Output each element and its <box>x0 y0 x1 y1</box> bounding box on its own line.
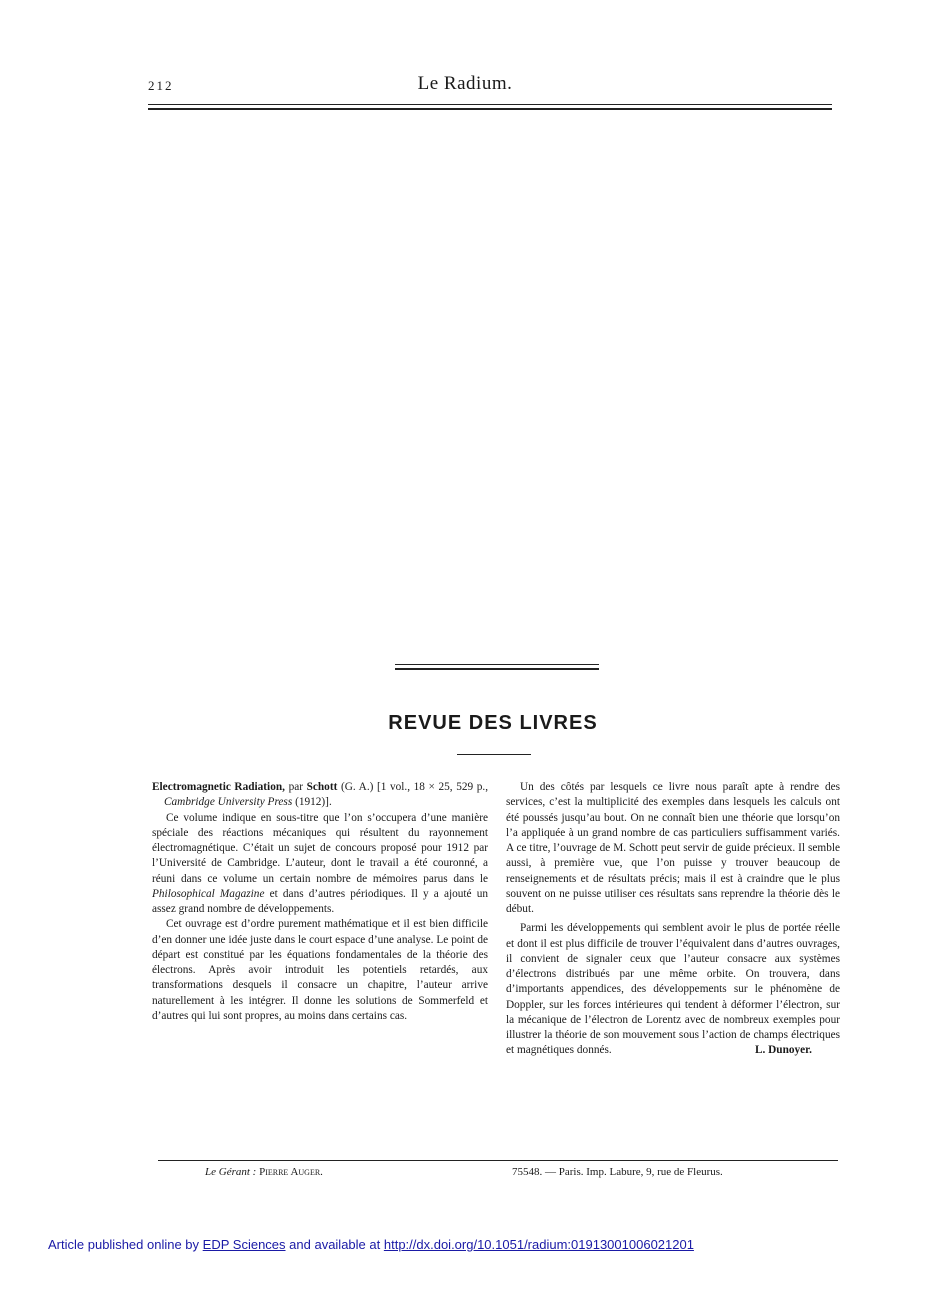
title-underline <box>457 754 531 755</box>
section-divider-thin <box>395 664 599 665</box>
right-paragraph-1: Un des côtés par lesquels ce livre nous paraît apte à rendre des services, c’est la multiplicité des exemples dans lesquels les calculs ont été poussés jusqu’au bout. On ne connaît bien une théorie que lorsqu’on l’a appliquée à un grand nombre de cas particuliers suffisamment variés. A ce titre, l’ouvrage de M. Schott peut servir de guide précieux. Il semble aussi, à première vue, que l’on puisse y trouver beaucoup de renseignements et de résultats précis; mais il est à craindre que le plus souvent on ne puisse utiliser ces résultats sans reprendre la théorie dès le début. <box>506 781 840 915</box>
section-divider-thick <box>395 668 599 670</box>
author-initials: (G. A.) <box>340 781 374 793</box>
right-column <box>506 780 840 1059</box>
left-column <box>152 780 488 1024</box>
banner-middle: and available at <box>289 1237 381 1252</box>
magazine-name: Philosophical Magazine <box>152 887 265 900</box>
right-paragraph-2 <box>506 921 840 1058</box>
header-rule-thin <box>148 104 832 105</box>
right-paragraph-2-text: Parmi les développements qui semblent avoir le plus de portée réelle et dont il est plus difficile de trouver l’équivalent dans d’autres ouvrages, il convient de signaler ceux que l’auteur consacre aux systèmes d’électrons distribués par une même orbite. On trouvera, dans d’importants appendices, des développements sur le phénomène de Doppler, sur les forces intérieures qui tendent à déformer l’électron, sur la mécanique de l’électron de Lorentz avec de nombreux exemples pour illustrer la théorie de son mouvement sous l’action de champs électriques et magnétiques donnés. <box>506 922 840 1057</box>
book-details: [1 vol., 18 × 25, 529 p., <box>377 781 489 793</box>
by-word: par <box>288 781 303 793</box>
book-year: (1912)]. <box>295 796 332 809</box>
journal-title: Le Radium. <box>417 73 513 94</box>
left-paragraph-1-tail: et dans d’autres périodiques. Il y a ajouté un assez grand nombre de développements. <box>152 887 488 915</box>
book-title: Electromagnetic Radiation, <box>152 781 285 793</box>
publication-banner <box>48 1237 694 1252</box>
page-number: 212 <box>148 78 174 93</box>
footer-gerant <box>205 1166 323 1178</box>
left-paragraph-1 <box>152 811 488 918</box>
banner-prefix: Article published online by <box>48 1237 200 1252</box>
gerant-label: Le Gérant : <box>205 1166 257 1178</box>
gerant-name: Pierre Auger. <box>259 1166 323 1178</box>
header-rule-thick <box>148 108 832 110</box>
left-paragraph-2: Cet ouvrage est d’ordre purement mathématique et il est bien difficile d’en donner une idée juste dans le court espace d’une analyse. Le point de départ est constitué par les équations fondamentales de la théorie des électrons. Après avoir introduit les potentiels retardés, aux transformations desquels il consacre un chapitre, l’auteur arrive naturellement à les intégrer. Il donne les solutions de Sommerfeld et d’autres qui lui sont propres, au moins dans certains cas. <box>152 918 488 1022</box>
footer-printer: 75548. — Paris. Imp. Labure, 9, rue de Fleurus. <box>512 1166 723 1178</box>
reviewer-signature: L. Dunoyer. <box>754 1044 812 1057</box>
book-publisher: Cambridge University Press <box>164 796 293 809</box>
doi-link[interactable]: http://dx.doi.org/10.1051/radium:01913001006021201 <box>383 1237 694 1252</box>
left-paragraph-1-text: Ce volume indique en sous-titre que l’on s’occupera d’une manière spéciale des réactions mécaniques qui résultent du rayonnement électromagnétique. C’était un sujet de concours proposé pour 1912 par l’Université de Cambridge. L’auteur, dont le travail a été couronné, a réuni dans ce volume un certain nombre de mémoires parus dans le <box>152 811 488 885</box>
review-entry-heading <box>152 780 488 811</box>
book-author: Schott <box>306 781 338 793</box>
section-title: REVUE DES LIVRES <box>388 712 598 734</box>
footer-rule <box>158 1160 838 1161</box>
edp-sciences-link[interactable]: EDP Sciences <box>202 1237 286 1252</box>
